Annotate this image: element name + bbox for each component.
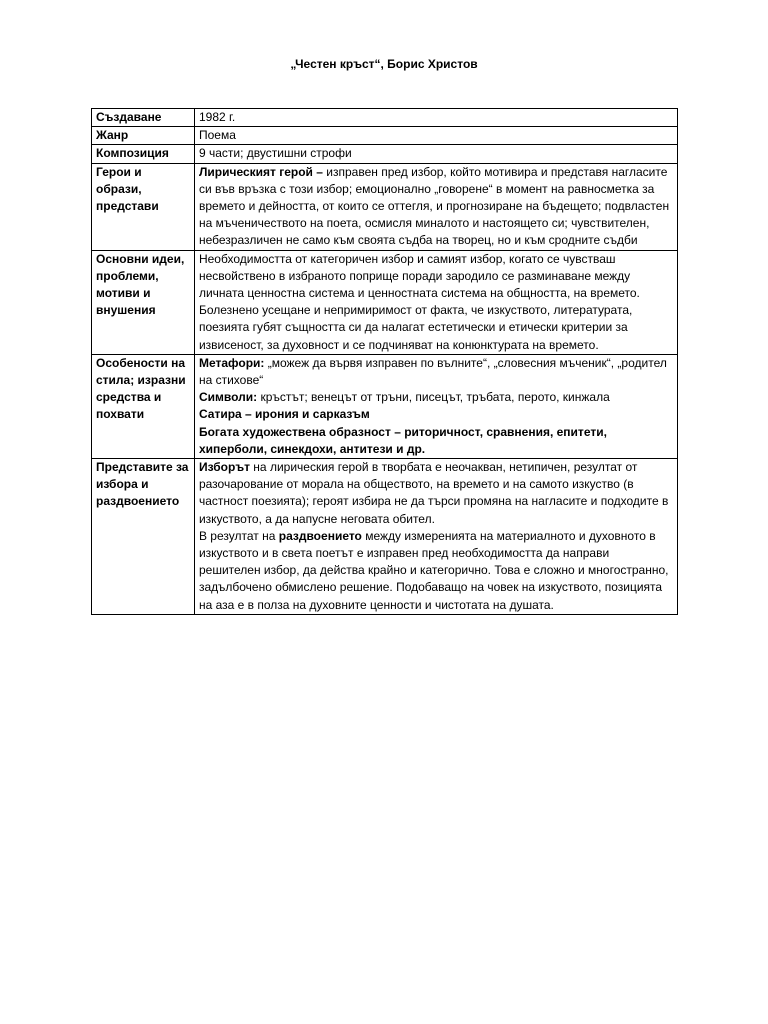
metaphors-line (199, 355, 673, 389)
summary-table (91, 108, 678, 615)
row-value-composition: 9 части; двустишни строфи (194, 145, 677, 163)
symbols-line (199, 389, 673, 406)
choice-paragraph (199, 459, 673, 528)
table-row-choice (92, 459, 678, 615)
table-row-genre (92, 127, 678, 145)
table-row-composition (92, 145, 678, 163)
row-value-creation: 1982 г. (194, 109, 677, 127)
table-row-style (92, 354, 678, 458)
symbols-text: кръстът; венецът от тръни, писецът, тръбата, перото, кинжала (257, 390, 610, 405)
table-row-creation (92, 109, 678, 127)
division-text: между измеренията на материалното и духовното в изкуството и в света поетът е изправен пред необходимостта да направи решителен избор, да действа крайно и категорично. Това е сложно и многостранно, задълбочено обмислено решение. Подобаващо на човек на изкуството, позицията на аза е в полза на духовните ценности и чистотата на душата. (198, 528, 669, 612)
division-paragraph (199, 528, 673, 614)
division-prefix: В резултат на (198, 528, 279, 543)
row-label-choice: Представите за избора и раздвоението (92, 459, 195, 615)
row-value-heroes (194, 163, 677, 250)
lyrical-hero-label: Лирическият герой – (198, 164, 323, 179)
row-value-genre: Поема (194, 127, 677, 145)
document-title: „Честен кръст“, Борис Христов (290, 57, 478, 71)
row-value-choice (194, 459, 677, 615)
row-value-style (194, 354, 677, 458)
table-row-heroes (92, 163, 678, 250)
choice-text: на лирическия герой в творбата е неочакван, нетипичен, резултат от разочарование от морала на обществото, на времето и на самото изкуство (в частност поезията); героят избира не да търси промяна на нагласите и подходите в изкуството, а да напусне неговата обител. (198, 460, 669, 526)
row-label-ideas: Основни идеи, проблеми, мотиви и внушения (92, 250, 195, 354)
row-value-ideas: Необходимостта от категоричен избор и самият избор, когато се чувстваш несвойствено в избраното поприще поради зародило се разминаване между личната ценностна система и ценностната система на общността, на времето. Болезнено усещане и непримиримост от факта, че изкуството, литературата, поезията губят същността си да налагат естетически и етически критерии за извисеност, за духовност и се подчиняват на конюнктурата на времето. (194, 250, 677, 354)
row-label-heroes: Герои и образи, представи (92, 163, 195, 250)
lyrical-hero-text: изправен пред избор, който мотивира и представя нагласите си във връзка с този избор; емоционално „говорене“ в момент на равносметка за времето и дейността, от които се оттегля, и прогнозиране на бъдещето; подвластен на мъченичеството на поета, осмисля миналото и настоящето си; чувствителен, небезразличен не само към своята съдба на творец, но и към сродните съдби (198, 164, 670, 248)
row-label-genre: Жанр (92, 127, 195, 145)
satire-line: Сатира – ирония и сарказъм (198, 407, 370, 422)
imagery-line: Богата художествена образност – риторичност, сравнения, епитети, хиперболи, синекдохи, антитези и др. (198, 424, 607, 456)
metaphors-text: „можеж да вървя изправен по вълните“, „словесния мъченик“, „родител на стихове“ (198, 355, 667, 388)
row-label-style: Особености на стила; изразни средства и похвати (92, 354, 195, 458)
row-label-composition: Композиция (92, 145, 195, 163)
row-label-creation: Създаване (92, 109, 195, 127)
metaphors-label: Метафори: (198, 355, 265, 370)
choice-label: Изборът (198, 460, 250, 475)
symbols-label: Символи: (198, 390, 258, 405)
division-label: раздвоението (278, 528, 362, 543)
table-row-ideas (92, 250, 678, 354)
